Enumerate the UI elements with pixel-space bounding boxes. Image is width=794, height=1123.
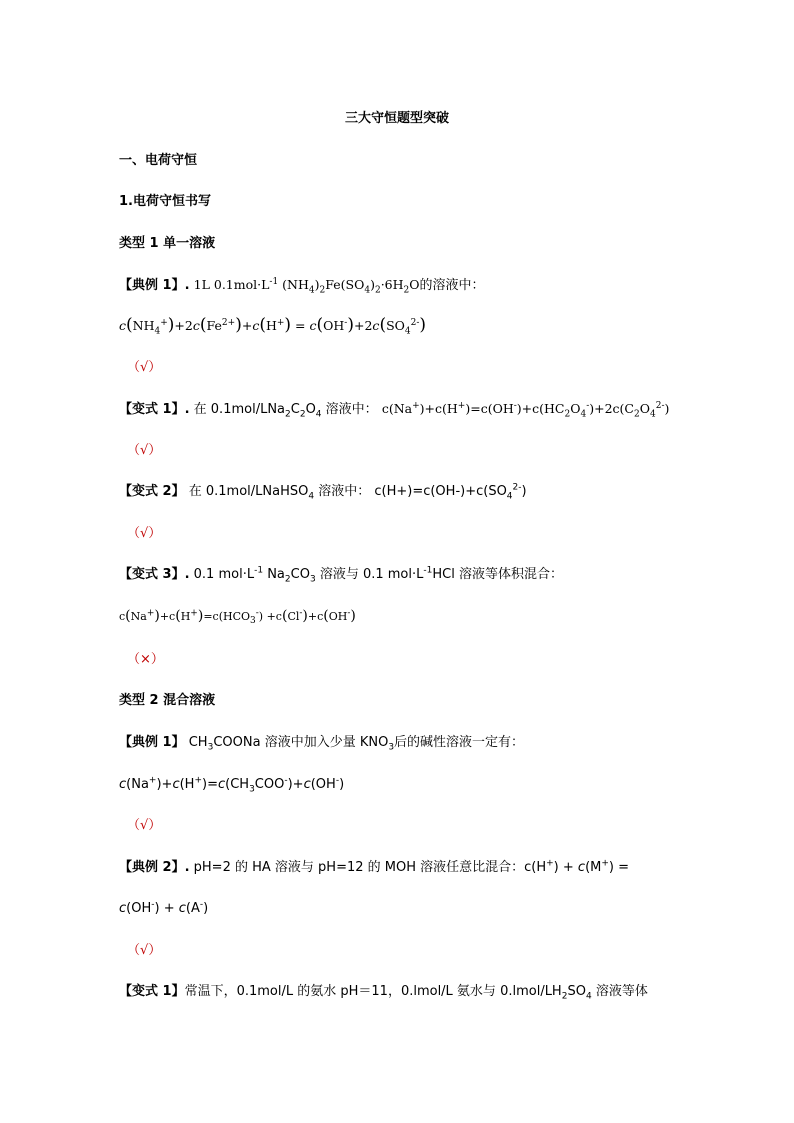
- example-1-line: [119, 276, 485, 295]
- answer-mark: （√）: [127, 526, 162, 541]
- variant-1-label: 【变式 1】.: [119, 402, 190, 417]
- mixed-variant-1-tail: 溶液等体: [595, 984, 648, 999]
- mixed-example-1-equation: $c(Na^+)+c(H^+)=c(CH_3COO^-)+c(OH^-)$: [119, 775, 345, 795]
- answer-mark: （√）: [127, 818, 162, 833]
- variant-1-equation: $c(Na^+)+c(H^+)=c(OH^-)+c(HC_2O_4^-)+2c(C_2O_4^{2-})$: [381, 400, 670, 420]
- mixed-example-1-label: 【典例 1】: [119, 735, 185, 750]
- mixed-variant-1-line: 【变式 1】常温下，0.1mol/L 的氨水 pH＝11，0.lmol/L 氨水与 $0.lmol/LH_2SO_4$ 溶液等体: [119, 984, 648, 1002]
- variant-3-formula: 0.1 $mol\cdot L^{-1}$ $Na_2CO_3$: [193, 565, 316, 585]
- variant-1-mid: 溶液中：: [325, 402, 378, 417]
- subsection-heading: 1.电荷守恒书写: [119, 194, 211, 209]
- variant-1-text: 在 0.1mol/LNa: [193, 402, 286, 417]
- mixed-example-1-tail: 后的碱性溶液一定有：: [394, 735, 525, 750]
- answer-mark: （√）: [127, 443, 162, 458]
- mixed-example-1-line: 【典例 1】 $CH_3COONa$ 溶液中加入少量 $KNO_3$后的碱性溶液一定有：: [119, 735, 525, 753]
- answer-mark: （√）: [127, 360, 162, 375]
- variant-1-line: 【变式 1】. 在 $0.1mol/LNa_2C_2O_4$ 溶液中： $c(Na^+)+c(H^+)=c(OH^-)+c(HC_2O_4^-)+2c(C_2O_4^{2-})$: [119, 400, 670, 420]
- variant-2-equation: $c(H+)=c(OH-)+c(SO_4^{2-})$: [374, 482, 527, 502]
- mixed-example-2-line: 【典例 2】. pH=2 的 HA 溶液与 pH=12 的 MOH 溶液任意比混合：c(H+) + c(M+) =: [119, 858, 630, 875]
- variant-3-line: 【变式 3】. 0.1 $mol\cdot L^{-1}$ $Na_2CO_3$ 溶液与 0.1 $mol\cdot L^{-1}HCl$ 溶液等体积混合：: [119, 565, 563, 585]
- example-1-formula: 1L $0.1mol\cdot L^{-1}$ $(NH_4)_2Fe(SO_4)_2\cdot 6H_2O$: [193, 276, 420, 296]
- type-heading-single-solution: 类型 1 单一溶液: [119, 236, 216, 251]
- example-1-equation: $c(NH_4^+)+2c(Fe^{2+})+c(H^+) = c(OH^-)+2c(SO_4^{2-})$: [119, 315, 427, 337]
- variant-2-mid: 溶液中：: [318, 484, 371, 499]
- page-title: 三大守恒题型突破: [344, 111, 449, 126]
- variant-2-label: 【变式 2】: [119, 484, 185, 499]
- variant-3-text: 溶液与 0.1 mol·L: [319, 567, 424, 582]
- mixed-example-1-text: 溶液中加入少量 KNO: [264, 735, 389, 750]
- answer-mark: （√）: [127, 943, 162, 958]
- type-heading-mixed-solution: 类型 2 混合溶液: [119, 693, 216, 708]
- example-1-label: 【典例 1】.: [119, 278, 190, 293]
- mixed-example-2-label: 【典例 2】.: [119, 860, 190, 875]
- mixed-variant-1-label: 【变式 1】: [119, 984, 185, 999]
- variant-3-tail: HCl 溶液等体积混合：: [432, 567, 563, 582]
- variant-3-equation: $c(Na^+)+c(H^+)=c(HCO_3^-) +c(Cl^-)+c(OH^-)$: [119, 608, 356, 627]
- variant-3-label: 【变式 3】.: [119, 567, 190, 582]
- variant-2-text: 在 0.1mol/LNaHSO: [188, 484, 309, 499]
- mixed-example-2-equation-cont: c(OH-) + c(A-): [119, 899, 209, 916]
- answer-mark-wrong: （×）: [127, 652, 164, 667]
- mixed-example-2-text: pH=2 的 HA 溶液与 pH=12 的 MOH 溶液任意比混合：c(H: [193, 860, 547, 875]
- variant-2-line: 【变式 2】 在 0.1mol/LNaHSO$_4$ 溶液中： $c(H+)=c(OH-)+c(SO_4^{2-})$: [119, 482, 527, 502]
- section-heading: 一、电荷守恒: [119, 153, 198, 168]
- mixed-variant-1-text: 常温下，0.1mol/L 的氨水 pH＝11，0.lmol/L 氨水与 0.lmol/LH: [184, 984, 562, 999]
- example-1-text: 的溶液中：: [419, 278, 485, 293]
